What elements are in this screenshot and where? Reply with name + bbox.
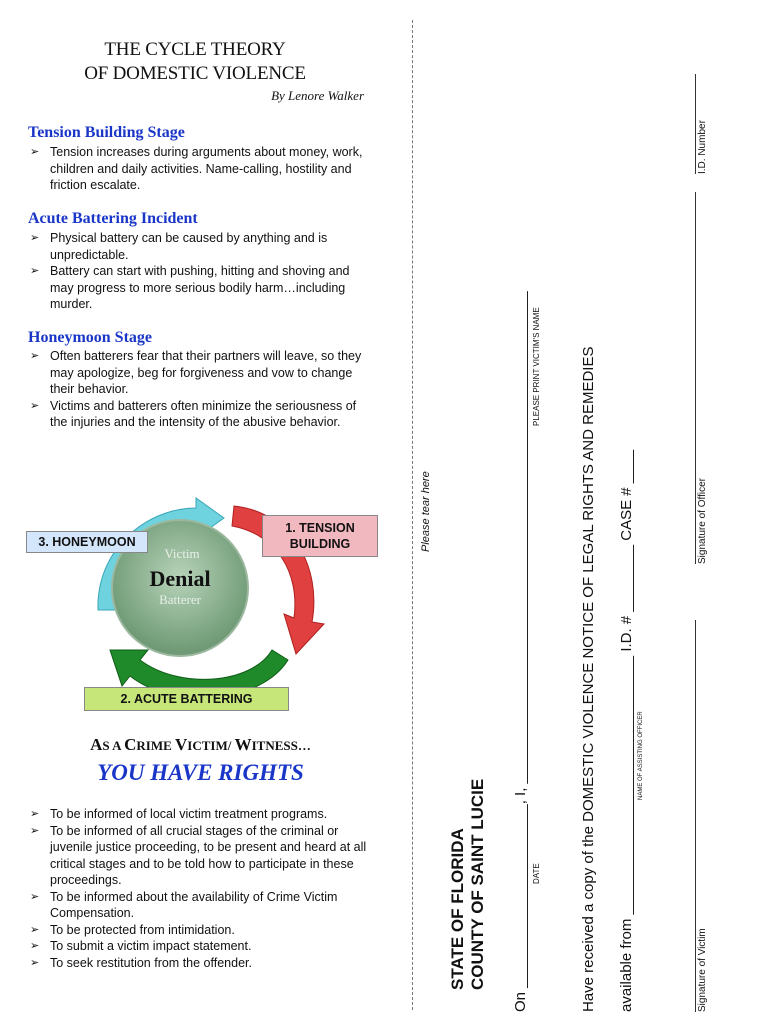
rights-bullet-item: ➢ To submit a victim impact statement. — [28, 938, 368, 955]
rights-heading-part: RIME — [136, 738, 176, 753]
section-bullets-tension — [28, 144, 368, 194]
state-county-block — [448, 779, 488, 990]
received-line: Have received a copy of the DOMESTIC VIOLENCE NOTICE OF LEGAL RIGHTS AND REMEDIES — [580, 346, 597, 1012]
id-number-label: I.D. Number — [697, 120, 708, 174]
rights-bullet-item: ➢ To be protected from intimidation. — [28, 922, 368, 939]
bullet-item: ➢ Often batterers fear that their partners will leave, so they may apologize, beg for forgiveness and vow to change their behavior. — [28, 348, 368, 398]
date-hint: DATE — [532, 863, 541, 884]
bullet-item: ➢ Tension increases during arguments about money, work, children and daily activities. Name-calling, hostility and friction escalate. — [28, 144, 368, 194]
section-bullets-acute — [28, 230, 368, 313]
section-bullets-honeymoon — [28, 348, 368, 431]
rights-heading-part: ITNESS… — [251, 738, 311, 753]
officer-signature-line[interactable] — [695, 192, 696, 564]
victim-signature-label: Signature of Victim — [697, 928, 708, 1012]
rights-heading-part: S A — [102, 738, 125, 753]
rights-bullets — [28, 806, 368, 971]
bullet-item: ➢ Physical battery can be caused by anything and is unpredictable. — [28, 230, 368, 263]
bullet-item: ➢ Victims and batterers often minimize the seriousness of the injuries and the intensity of the abusive behavior. — [28, 398, 368, 431]
rights-bullet-item: ➢ To seek restitution from the offender. — [28, 955, 368, 972]
title-line-1: THE CYCLE THEORY — [104, 39, 286, 60]
author: By Lenore Walker — [271, 88, 364, 103]
rights-bullet-item: ➢ To be informed about the availability of Crime Victim Compensation. — [28, 889, 368, 922]
rights-big-heading: YOU HAVE RIGHTS — [97, 760, 304, 785]
victim-signature-line[interactable] — [695, 620, 696, 1012]
tension-label — [262, 515, 378, 557]
center-denial-text: Denial — [149, 566, 211, 591]
rights-heading-cap: V — [175, 735, 188, 754]
title-line-2: OF DOMESTIC VIOLENCE — [84, 63, 306, 84]
section-heading-tension: Tension Building Stage — [28, 124, 185, 141]
rights-heading-cap: C — [124, 735, 137, 754]
tear-hint: Please tear here — [420, 471, 432, 552]
officer-signature-label: Signature of Officer — [697, 478, 708, 564]
section-heading-honeymoon: Honeymoon Stage — [28, 329, 152, 346]
tear-line — [412, 20, 413, 1010]
tension-label-text: 1. TENSION BUILDING — [285, 521, 355, 551]
rights-heading-part: ICTIM/ — [187, 738, 235, 753]
state-label: STATE OF FLORIDA — [448, 828, 467, 990]
acute-label: 2. ACUTE BATTERING — [84, 687, 289, 711]
rights-heading-cap: A — [90, 735, 103, 754]
print-name-hint: PLEASE PRINT VICTIM'S NAME — [532, 307, 541, 426]
assisting-officer-hint: NAME OF ASSISTING OFFICER — [638, 711, 644, 800]
honeymoon-label: 3. HONEYMOON — [26, 531, 148, 553]
rights-heading — [28, 735, 373, 755]
on-date-line[interactable]: On ______________________, I, ___________________________________________________________ — [512, 291, 529, 1012]
bullet-item: ➢ Battery can start with pushing, hitting and shoving and may progress to more serious bodily harm…including murder. — [28, 263, 368, 313]
available-line[interactable]: available from _______________________________ I.D. # ________ CASE # ____ — [618, 449, 635, 1012]
county-label: COUNTY OF SAINT LUCIE — [468, 778, 487, 990]
rights-bullet-item: ➢ To be informed of all crucial stages of the criminal or juvenile justice proceeding, to be present and heard at all critical stages and to be told how to participate in these proceedings. — [28, 823, 368, 889]
id-number-line[interactable] — [695, 74, 696, 174]
rights-bullet-item: ➢ To be informed of local victim treatment programs. — [28, 806, 368, 823]
section-heading-acute: Acute Battering Incident — [28, 210, 198, 227]
rights-heading-cap: W — [234, 735, 252, 754]
center-batterer-text: Batterer — [159, 592, 201, 607]
center-victim-text: Victim — [164, 546, 200, 561]
document-title — [40, 38, 350, 86]
